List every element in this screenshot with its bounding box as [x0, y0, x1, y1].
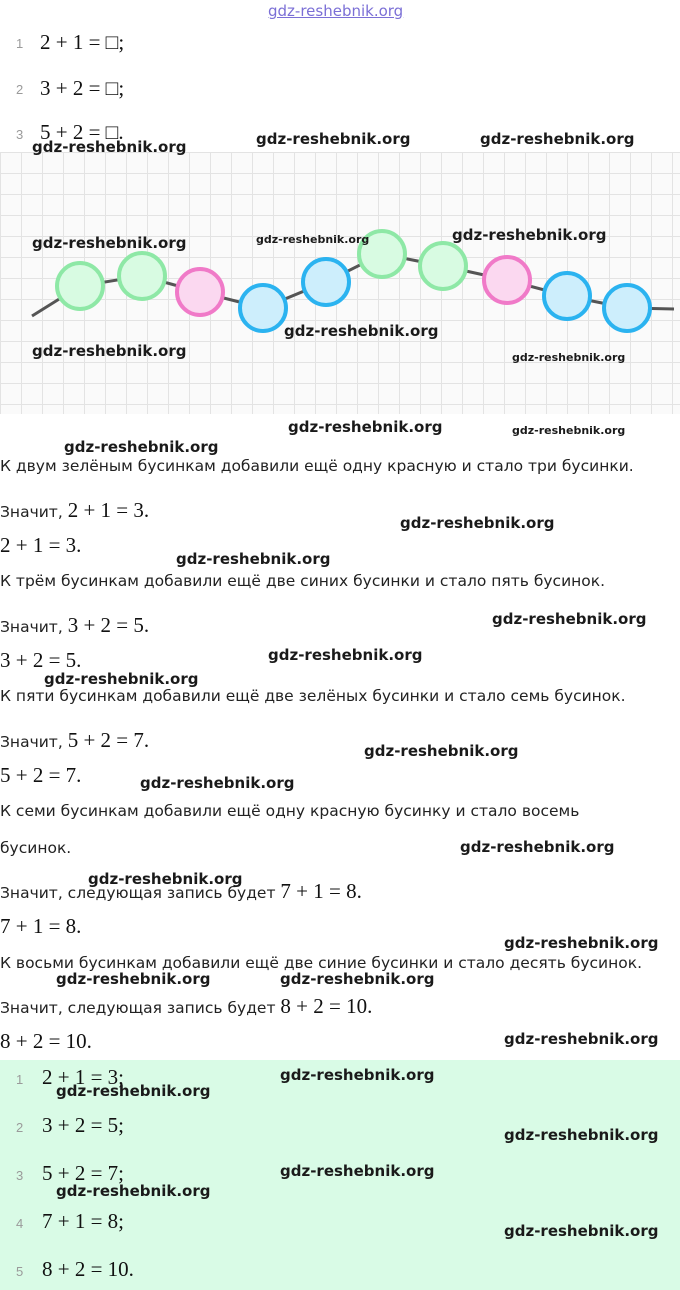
watermark: gdz-reshebnik.org — [280, 1066, 435, 1084]
watermark: gdz-reshebnik.org — [284, 322, 439, 340]
solution-conclusion-2 — [0, 613, 149, 638]
watermark: gdz-reshebnik.org — [140, 774, 295, 792]
watermark: gdz-reshebnik.org — [56, 1182, 211, 1200]
solution-paragraph-2: К трём бусинкам добавили ещё две синих бусинки и стало пять бусинок. — [0, 572, 606, 590]
solution-result-3: 5 + 2 = 7. — [0, 763, 82, 787]
solution-result-2: 3 + 2 = 5. — [0, 648, 82, 672]
conclusion-prefix: Значит, — [0, 733, 68, 751]
task-item-number: 3 — [16, 127, 24, 142]
watermark: gdz-reshebnik.org — [88, 870, 243, 888]
watermark: gdz-reshebnik.org — [460, 838, 615, 856]
green-bead — [420, 243, 466, 289]
task-item-expression: 2 + 1 = □; — [40, 30, 125, 54]
answer-item-number: 4 — [16, 1216, 24, 1231]
conclusion-expression: 2 + 1 = 3. — [67, 498, 150, 522]
conclusion-prefix: Значит, следующая запись будет — [0, 999, 281, 1017]
watermark: gdz-reshebnik.org — [280, 1162, 435, 1180]
answer-item-expression: 2 + 1 = 3; — [42, 1065, 125, 1089]
solution-conclusion-3 — [0, 728, 149, 753]
task-item-number: 1 — [16, 36, 24, 51]
watermark: gdz-reshebnik.org — [504, 1030, 659, 1048]
solution-paragraph-3: К пяти бусинкам добавили ещё две зелёных бусинки и стало семь бусинок. — [0, 687, 626, 705]
solution-conclusion-5 — [0, 994, 372, 1019]
task-item-number: 2 — [16, 82, 24, 97]
solution-result-1: 2 + 1 = 3. — [0, 533, 82, 557]
watermark: gdz-reshebnik.org — [364, 742, 519, 760]
conclusion-expression: 3 + 2 = 5. — [67, 613, 150, 637]
conclusion-prefix: Значит, — [0, 618, 68, 636]
solution-paragraph-4-line-2: бусинок. — [0, 839, 72, 857]
watermark: gdz-reshebnik.org — [32, 138, 187, 156]
answer-item-expression: 3 + 2 = 5; — [42, 1113, 125, 1137]
pink-bead — [177, 269, 223, 315]
watermark: gdz-reshebnik.org — [268, 646, 423, 664]
watermark: gdz-reshebnik.org — [44, 670, 199, 688]
task-item-expression: 3 + 2 = □; — [40, 76, 125, 100]
blue-bead — [604, 285, 650, 331]
watermark: gdz-reshebnik.org — [400, 514, 555, 532]
answer-item-expression: 5 + 2 = 7; — [42, 1161, 125, 1185]
watermark-top: gdz-reshebnik.org — [268, 2, 404, 20]
watermark: gdz-reshebnik.org — [512, 351, 626, 364]
watermark: gdz-reshebnik.org — [504, 1222, 659, 1240]
watermark: gdz-reshebnik.org — [452, 226, 607, 244]
watermark: gdz-reshebnik.org — [256, 233, 370, 246]
task-item-expression: 5 + 2 = □. — [40, 120, 124, 144]
watermark: gdz-reshebnik.org — [504, 1126, 659, 1144]
watermark: gdz-reshebnik.org — [32, 342, 187, 360]
solution-paragraph-1: К двум зелёным бусинкам добавили ещё одну красную и стало три бусинки. — [0, 457, 634, 475]
conclusion-prefix: Значит, следующая запись будет — [0, 884, 281, 902]
conclusion-expression: 5 + 2 = 7. — [67, 728, 150, 752]
bead-illustration-panel — [0, 152, 680, 414]
watermark: gdz-reshebnik.org — [56, 1082, 211, 1100]
solution-paragraph-5: К восьми бусинкам добавили ещё две синие бусинки и стало десять бусинок. — [0, 954, 643, 972]
watermark: gdz-reshebnik.org — [480, 130, 635, 148]
answer-item-number: 5 — [16, 1264, 24, 1279]
watermark: gdz-reshebnik.org — [280, 970, 435, 988]
blue-bead — [303, 259, 349, 305]
answer-item-number: 1 — [16, 1072, 24, 1087]
conclusion-expression: 8 + 2 = 10. — [280, 994, 373, 1018]
answer-item-number: 3 — [16, 1168, 24, 1183]
conclusion-prefix: Значит, — [0, 503, 68, 521]
watermark: gdz-reshebnik.org — [64, 438, 219, 456]
blue-bead — [544, 273, 590, 319]
watermark: gdz-reshebnik.org — [512, 424, 626, 437]
answer-item-expression: 8 + 2 = 10. — [42, 1257, 134, 1281]
watermark: gdz-reshebnik.org — [176, 550, 331, 568]
conclusion-expression: 7 + 1 = 8. — [280, 879, 362, 903]
watermark: gdz-reshebnik.org — [32, 234, 187, 252]
watermark: gdz-reshebnik.org — [504, 934, 659, 952]
answer-item-expression: 7 + 1 = 8; — [42, 1209, 125, 1233]
solution-paragraph-4-line-1: К семи бусинкам добавили ещё одну красную бусинку и стало восемь — [0, 802, 580, 820]
watermark: gdz-reshebnik.org — [288, 418, 443, 436]
solution-result-5: 8 + 2 = 10. — [0, 1029, 92, 1053]
bead-string-illustration — [0, 152, 680, 414]
answer-item-number: 2 — [16, 1120, 24, 1135]
blue-bead — [240, 285, 286, 331]
solution-conclusion-1 — [0, 498, 149, 523]
pink-bead — [484, 257, 530, 303]
watermark: gdz-reshebnik.org — [492, 610, 647, 628]
solution-result-4: 7 + 1 = 8. — [0, 914, 82, 938]
green-bead — [119, 253, 165, 299]
green-bead — [57, 263, 103, 309]
watermark: gdz-reshebnik.org — [256, 130, 411, 148]
watermark: gdz-reshebnik.org — [56, 970, 211, 988]
